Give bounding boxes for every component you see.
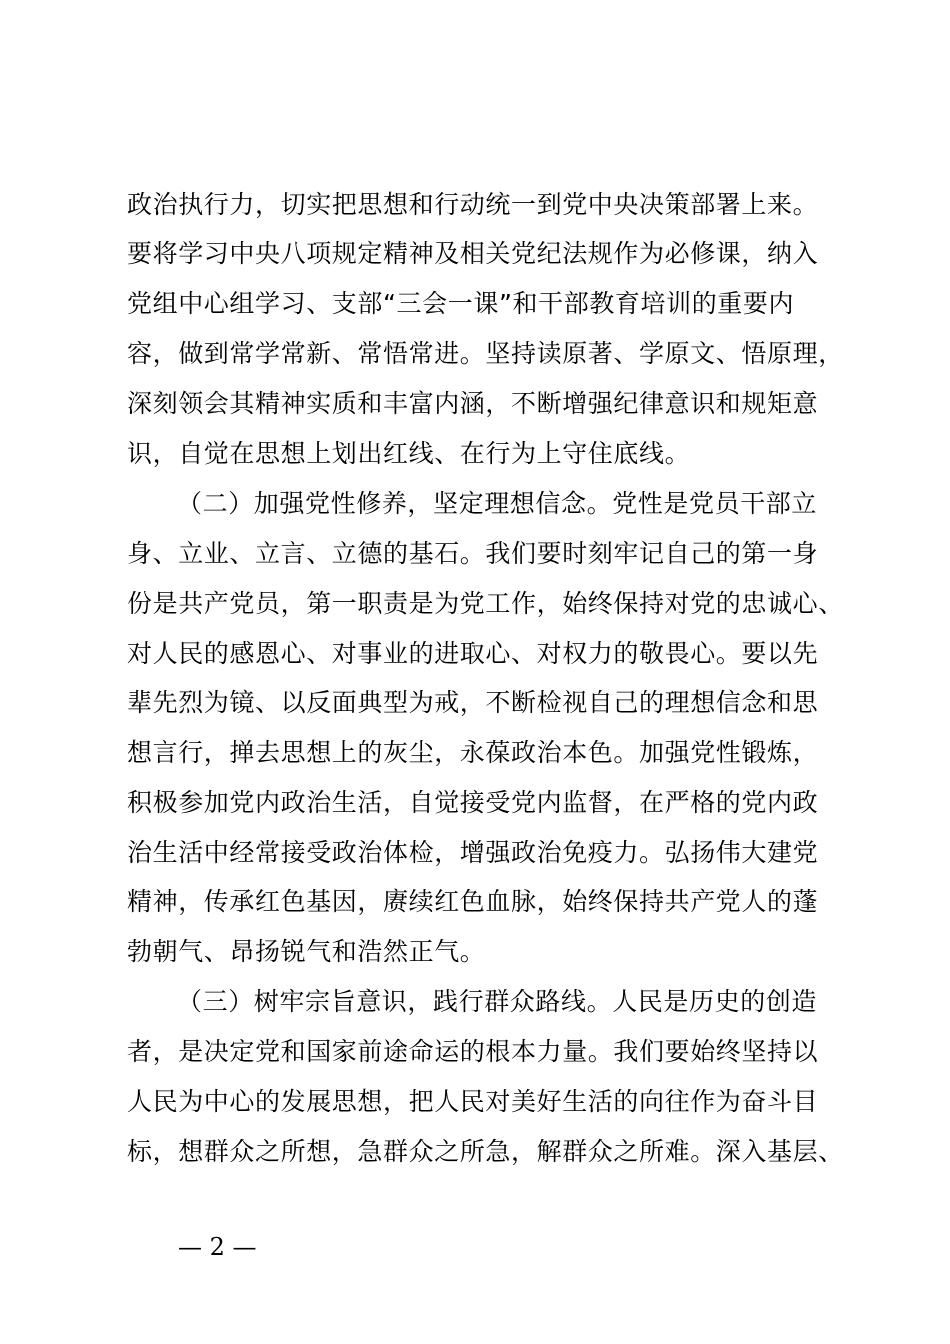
body-text-line: 想言行，掸去思想上的灰尘，永葆政治本色。加强党性锻炼， [127, 738, 819, 767]
body-text-line: 身、立业、立言、立德的基石。我们要时刻牢记自己的第一身 [127, 539, 819, 568]
body-text-line: 治生活中经常接受政治体检，增强政治免疫力。弘扬伟大建党 [127, 838, 819, 867]
section-heading-line: （二）加强党性修养，坚定理想信念。党性是党员干部立 [177, 489, 818, 518]
body-text-line: 勃朝气、昂扬锐气和浩然正气。 [127, 937, 486, 966]
body-text-line: 容，做到常学常新、常悟常进。坚持读原著、学原文、悟原理， [127, 339, 844, 368]
body-text-line: 份是共产党员，第一职责是为党工作，始终保持对党的忠诚心、 [127, 589, 844, 618]
body-text-line: 积极参加党内政治生活，自觉接受党内监督，在严格的党内政 [127, 788, 819, 817]
body-text-line: 者，是决定党和国家前途命运的根本力量。我们要始终坚持以 [127, 1037, 819, 1066]
body-text-line: 党组中心组学习、支部“三会一课”和干部教育培训的重要内 [127, 289, 795, 318]
body-text-line: 政治执行力，切实把思想和行动统一到党中央决策部署上来。 [127, 190, 819, 219]
body-text-line: 对人民的感恩心、对事业的进取心、对权力的敬畏心。要以先 [127, 639, 819, 668]
body-text-line: 深刻领会其精神实质和丰富内涵，不断增强纪律意识和规矩意 [127, 389, 819, 418]
body-text-line: 人民为中心的发展思想，把人民对美好生活的向往作为奋斗目 [127, 1087, 819, 1116]
body-text-line: 识，自觉在思想上划出红线、在行为上守住底线。 [127, 439, 691, 468]
section-heading-line: （三）树牢宗旨意识，践行群众路线。人民是历史的创造 [177, 987, 818, 1016]
body-text-line: 精神，传承红色基因，赓续红色血脉，始终保持共产党人的蓬 [127, 887, 819, 916]
body-text-line: 要将学习中央八项规定精神及相关党纪法规作为必修课，纳入 [127, 239, 819, 268]
body-text-line: 辈先烈为镜、以反面典型为戒，不断检视自己的理想信念和思 [127, 688, 819, 717]
body-text-line: 标，想群众之所想，急群众之所急，解群众之所难。深入基层、 [127, 1137, 844, 1166]
page-number: — 2 — [178, 1233, 257, 1261]
